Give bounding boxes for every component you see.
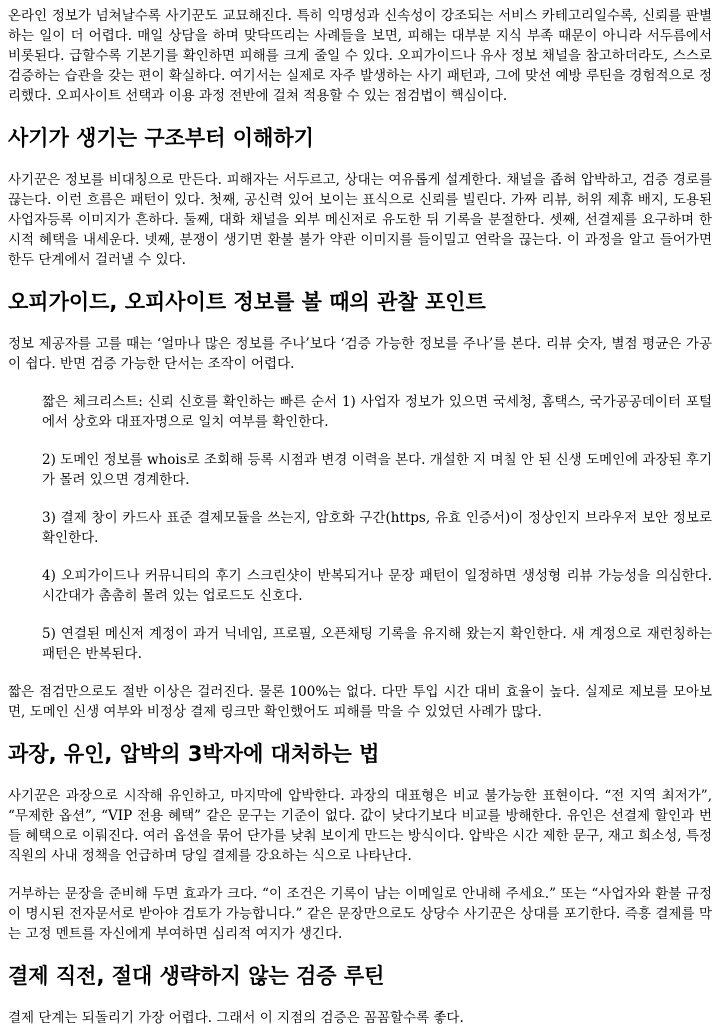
checklist-item-2: 2) 도메인 정보를 whois로 조회해 등록 시점과 변경 이력을 본다. 개설한 지 며칠 안 된 신생 도메인에 과장된 후기가 몰려 있으면 경계한다. xyxy=(42,452,712,488)
section-1-paragraph-1: 사기꾼은 정보를 비대칭으로 만든다. 피해자는 서두르고, 상대는 여유롭게 설계한다. 채널을 좁혀 압박하고, 검증 경로를 끊는다. 이런 흐름은 패턴이 있다. 첫째, 공신력 있어 보이는 표식으로 신뢰를 빌린다. 가짜 리뷰, 허위 제휴 배지, 도용된 사업자등록 이미지가 흔하다. 둘째, 대화 채널을 외부 메신저로 유도한 뒤 기록을 분절한다. 셋째, 선결제를 요구하며 한시적 혜택을 내세운다. 넷째, 분쟁이 생기면 환불 불가 약관 이미지를 들이밀고 연락을 끊는다. 이 과정을 알고 들어가면 한두 단계에서 걸러낼 수 있다. xyxy=(8,172,712,268)
checklist-item-5: 5) 연결된 메신저 계정이 과거 닉네임, 프로필, 오픈채팅 기록을 유지해 왔는지 확인한다. 새 계정으로 재런칭하는 패턴은 반복된다. xyxy=(42,626,712,662)
checklist-item-1: 짧은 체크리스트: 신뢰 신호를 확인하는 빠른 순서 1) 사업자 정보가 있으면 국세청, 홈택스, 국가공공데이터 포털에서 상호와 대표자명으로 일치 여부를 확인한다. xyxy=(42,394,712,430)
section-4-heading: 결제 직전, 절대 생략하지 않는 검증 루틴 xyxy=(8,964,385,988)
section-3-paragraph-1: 사기꾼은 과장으로 시작해 유인하고, 마지막에 압박한다. 과장의 대표형은 비교 불가능한 표현이다. “전 지역 최저가”, “무제한 옵션”, “VIP 전용 혜택” 같은 문구는 기준이 없다. 값이 낮다기보다 비교를 방해한다. 유인은 선결제 할인과 번들 혜택으로 이뤄진다. 여러 옵션을 묶어 단가를 낮춰 보이게 만드는 방식이다. 압박은 시간 제한 문구, 재고 희소성, 특정 직원의 사내 정책을 언급하며 당일 결제를 강요하는 식으로 나타난다. xyxy=(8,788,712,864)
checklist-item-4: 4) 오피가이드나 커뮤니티의 후기 스크린샷이 반복되거나 문장 패턴이 일정하면 생성형 리뷰 가능성을 의심한다. 시간대가 촘촘히 몰려 있는 업로드도 신호다. xyxy=(42,568,712,604)
section-2-paragraph-after: 짧은 점검만으로도 절반 이상은 걸러진다. 물론 100%는 없다. 다만 투입 시간 대비 효율이 높다. 실제로 제보를 모아보면, 도메인 신생 여부와 비정상 결제 링크만 확인했어도 피해를 막을 수 있었던 사례가 많다. xyxy=(8,684,712,720)
section-3-paragraph-2: 거부하는 문장을 준비해 두면 효과가 크다. “이 조건은 기록이 남는 이메일로 안내해 주세요.” 또는 “사업자와 환불 규정이 명시된 전자문서로 받아야 검토가 가능합니다.” 같은 문장만으로도 상당수 사기꾼은 상대를 포기한다. 즉흥 결제를 막는 고정 멘트를 자신에게 부여하면 심리적 여지가 생긴다. xyxy=(8,886,712,942)
section-4-paragraph-1: 결제 단계는 되돌리기 가장 어렵다. 그래서 이 지점의 검증은 꼼꼼할수록 좋다. xyxy=(8,1010,464,1026)
section-2-paragraph-1: 정보 제공자를 고를 때는 ‘얼마나 많은 정보를 주나’보다 ‘검증 가능한 정보를 주나’를 본다. 리뷰 숫자, 별점 평균은 가공이 쉽다. 반면 검증 가능한 단서는 조작이 어렵다. xyxy=(8,336,712,372)
checklist-blockquote xyxy=(42,392,712,664)
intro-paragraph: 온라인 정보가 넘쳐날수록 사기꾼도 교묘해진다. 특히 익명성과 신속성이 강조되는 서비스 카테고리일수록, 신뢰를 판별하는 일이 더 어렵다. 매일 상담을 하며 맞닥뜨리는 사례들을 보면, 피해는 대부분 지식 부족 때문이 아니라 서두름에서 비롯된다. 급할수록 기본기를 확인하면 피해를 크게 줄일 수 있다. 오피가이드나 유사 정보 채널을 참고하더라도, 스스로 검증하는 습관을 갖는 편이 확실하다. 여기서는 실제로 자주 발생하는 사기 패턴과, 그에 맞선 예방 루틴을 경험적으로 정리했다. 오피사이트 선택과 이용 과정 전반에 걸쳐 적용할 수 있는 점검법이 핵심이다. xyxy=(8,8,712,104)
section-1-heading: 사기가 생기는 구조부터 이해하기 xyxy=(8,126,314,150)
checklist-item-3: 3) 결제 창이 카드사 표준 결제모듈을 쓰는지, 암호화 구간(https, 유효 인증서)이 정상인지 브라우저 보안 정보로 확인한다. xyxy=(42,510,712,546)
section-3-heading: 과장, 유인, 압박의 3박자에 대처하는 법 xyxy=(8,742,380,766)
section-2-heading: 오피가이드, 오피사이트 정보를 볼 때의 관찰 포인트 xyxy=(8,290,486,314)
